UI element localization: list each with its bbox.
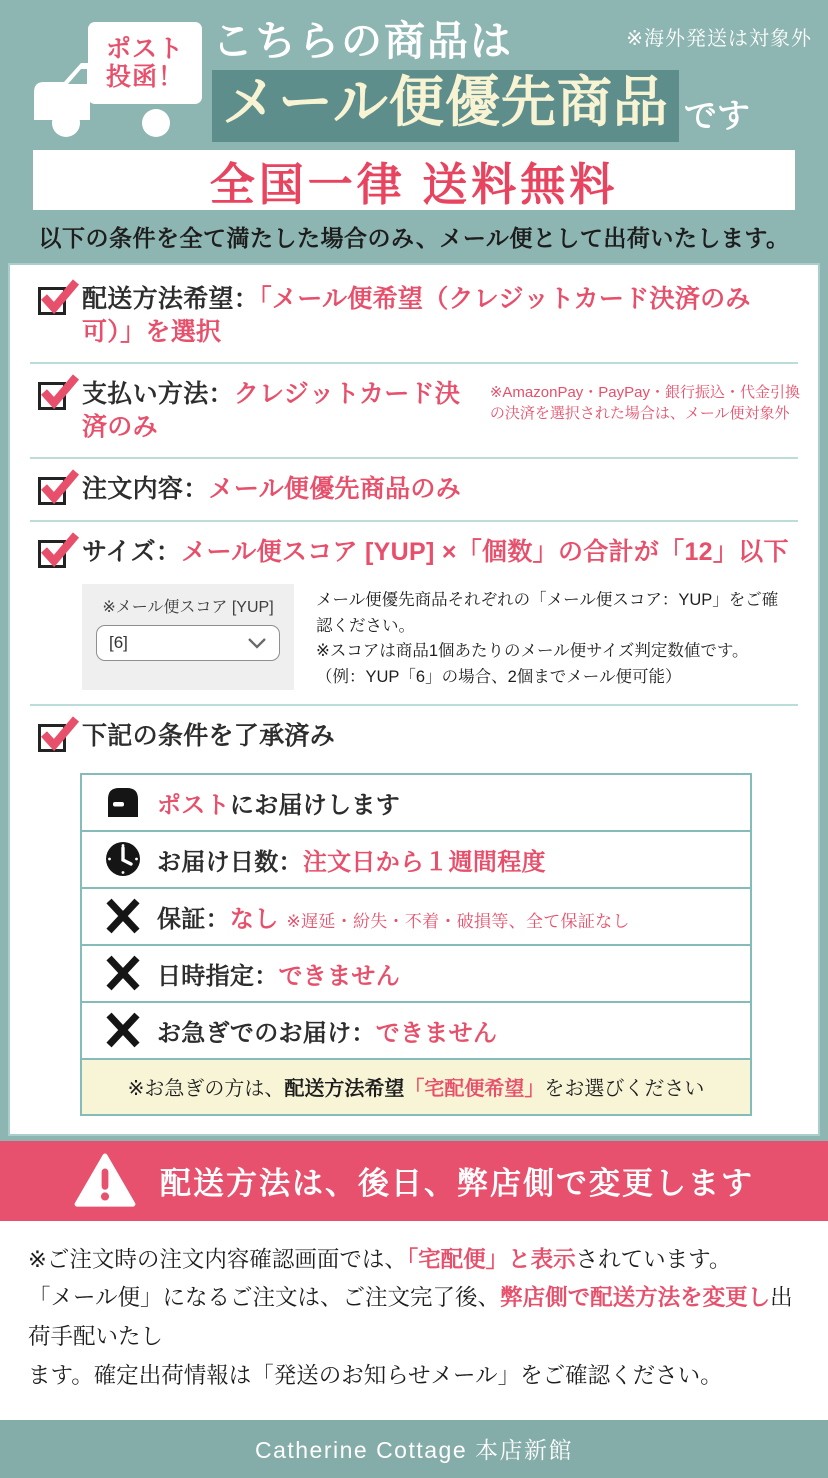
checklist-label: 注文内容： [82,475,209,503]
outro-line1-pink: 「宅配便」と表示 [406,1246,576,1272]
delivery-truck [26,16,204,144]
checklist-row-shipping-method [10,269,818,362]
cross-icon [102,954,144,992]
urgent-note-bold: 配送方法希望 [284,1078,405,1101]
mail-score-notes [316,584,794,690]
shop-name: Catherine Cottage 本店新館 [254,1437,574,1463]
cross-icon [102,1011,144,1049]
table-row-value: できません [278,962,400,990]
outro-line2-pink: 弊店側で配送方法を変更し [500,1285,771,1311]
checklist-label: 配送方法希望： [82,285,260,313]
warranty-note: ※遅延・紛失・不着・破損等、全て保証なし [286,911,630,931]
outro-notes [0,1221,828,1420]
shop-footer [0,1420,828,1478]
mail-score-selected-value: [6] [109,633,128,652]
mail-score-note-line: メール便優先商品それぞれの「メール便スコア：YUP」をご確認ください。 [316,591,779,635]
conditions-card [8,263,820,1136]
checklist-value: クレジットカード決済のみ [82,380,461,441]
checklist-label: 下記の条件を了承済み [82,722,336,751]
table-row-label: 保証： [157,905,230,933]
mail-score-label: ※メール便スコア [YUP] [102,599,274,616]
headline-highlight: メール便優先商品 [212,70,679,142]
checklist-value: 「メール便希望（クレジットカード決済のみ可）」を選択 [82,285,751,346]
checkbox-checked-icon [38,382,66,410]
free-shipping-text: 全国一律 送料無料 [209,158,619,210]
checklist-row-accept-conditions [10,706,818,767]
table-row-label: 日時指定： [157,962,279,990]
mail-score-block [82,584,794,690]
mail-score-dropdown[interactable] [96,625,280,661]
checkbox-checked-icon [38,477,66,505]
mail-score-note-line: ※スコアは商品1個あたりのメール便サイズ判定数値です。 [316,642,749,661]
outro-line1-post: されています。 [575,1246,732,1272]
mail-score-box [82,584,294,690]
checklist-label: サイズ： [82,537,182,566]
post-drop-badge [88,22,202,104]
table-row-label: お届け日数： [157,848,303,876]
header-banner [0,0,828,150]
payment-exclusion-note-line1: ※AmazonPay・PayPay・銀行振込・代金引換 [489,384,800,401]
table-row-delivery-days [82,832,750,889]
cross-icon [102,897,144,935]
post-drop-badge-line1: ポスト [105,35,184,63]
urgent-note-pink: 「宅配便希望」 [404,1078,545,1101]
delivery-conditions-table [80,773,752,1116]
headline-suffix: です [683,96,750,134]
outro-line3: ます。確定出荷情報は「発送のお知らせメール」をご確認ください。 [28,1362,723,1388]
outro-line2-pre: 「メール便」になるご注文は、ご注文完了後、 [28,1285,501,1311]
mail-score-note-line: （例：YUP「6」の場合、2個までメール便可能） [316,667,682,686]
post-drop-badge-line2: 投函！ [105,63,184,91]
urgent-note-pre: ※お急ぎの方は、 [127,1078,285,1101]
table-row-label: お急ぎでのお届け： [157,1019,376,1047]
checkbox-checked-icon [38,724,66,752]
table-row-warranty [82,889,750,946]
mailbox-icon [102,783,144,821]
free-shipping-band [33,150,795,210]
outro-line1-pre: ※ご注文時の注文内容確認画面では、 [28,1246,407,1272]
dropdown-chevron-icon [247,637,267,649]
checklist-row-order-contents [10,459,818,520]
outro-line2-post: 出荷手配いたし [28,1285,793,1350]
payment-exclusion-note-line2: の決済を選択された場合は、メール便対象外 [489,405,790,422]
overseas-exclusion-note: ※海外発送は対象外 [626,28,812,50]
table-row-value: できません [375,1019,498,1047]
table-row-value: なし [229,905,279,933]
checklist-value: メール便優先商品のみ [208,475,462,503]
table-row-date-designation [82,946,750,1003]
warning-banner-text: 配送方法は、後日、弊店側で変更します [160,1166,754,1202]
headline-intro: こちらの商品は [212,18,513,64]
table-row-text: にお届けします [229,791,401,819]
table-row-highlight: ポスト [157,791,230,819]
checklist-label: 支払い方法： [82,380,234,408]
payment-exclusion-note [490,378,800,424]
table-row-post-delivery [82,775,750,832]
table-row-rush-delivery [82,1003,750,1060]
urgent-note-post: をお選びください [544,1078,705,1101]
warning-triangle-icon [74,1153,136,1209]
clock-icon [102,840,144,878]
checkbox-checked-icon [38,540,66,568]
conditions-intro: 以下の条件を全て満たした場合のみ、メール便として出荷いたします。 [38,225,790,251]
checklist-row-payment [10,364,818,457]
checklist-row-size [10,522,818,583]
urgent-note-row [82,1060,750,1114]
warning-banner [0,1141,828,1221]
checkbox-checked-icon [38,287,66,315]
table-row-value: 注文日から１週間程度 [302,848,546,876]
checklist-value: メール便スコア [YUP] ×「個数」の合計が「12」以下 [181,537,789,566]
